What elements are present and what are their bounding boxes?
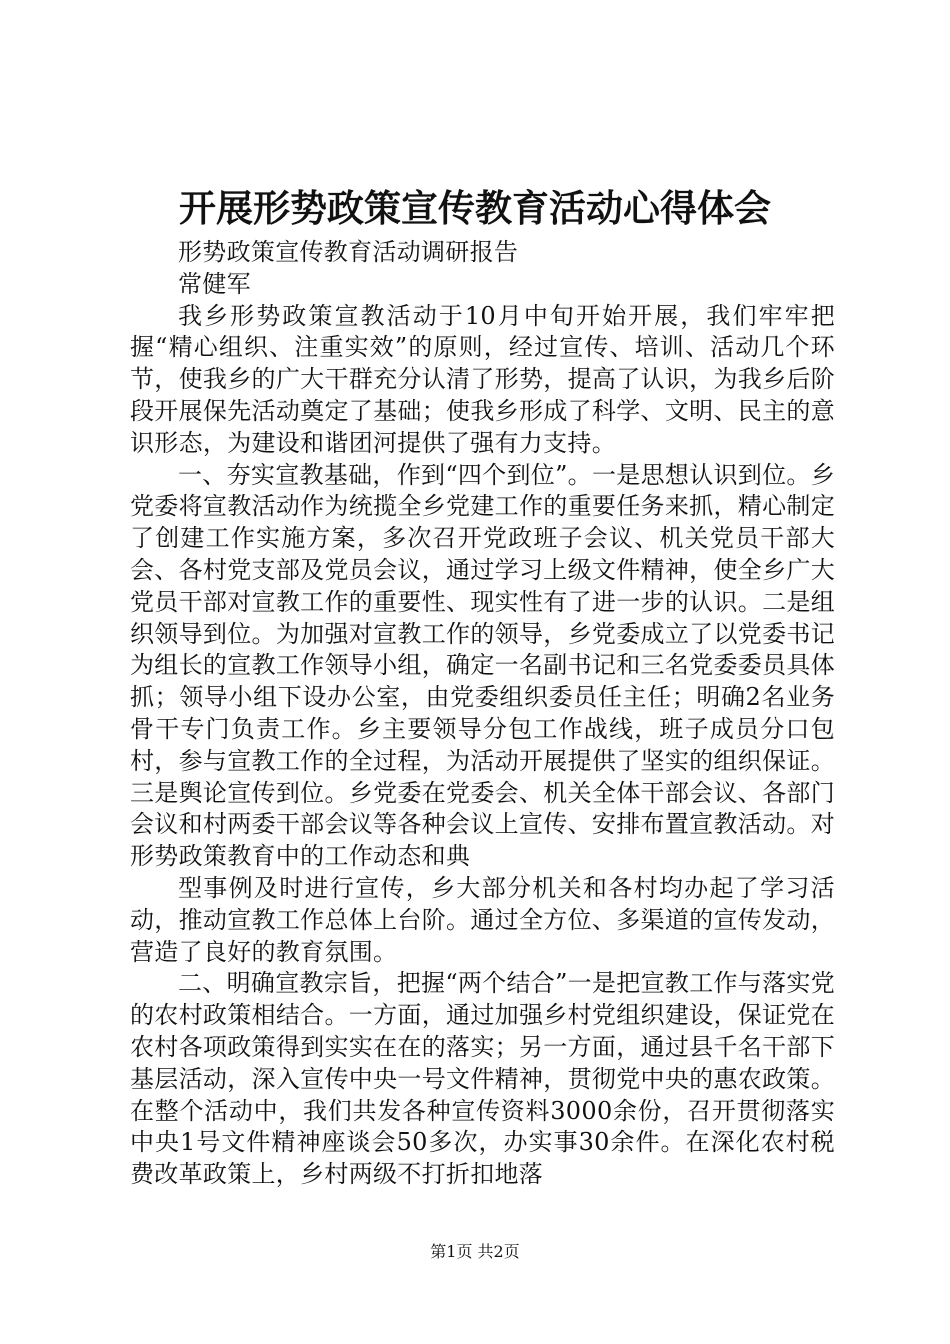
document-title: 开展形势政策宣传教育活动心得体会 bbox=[179, 186, 771, 230]
document-author: 常健军 bbox=[178, 269, 251, 298]
paragraph: 一、夯实宣教基础，作到“四个到位”。一是思想认识到位。乡党委将宣教活动作为统揽全乡党建工作的重要任务来抓，精心制定了创建工作实施方案，多次召开党政班子会议、机关党员干部大会、各村党支部及党员会议，通过学习上级文件精神，使全乡广大党员干部对宣教工作的重要性、现实性有了进一步的认识。二是组织领导到位。为加强对宣教工作的领导，乡党委成立了以党委书记为组长的宣教工作领导小组，确定一名副书记和三名党委委员具体抓；领导小组下设办公室，由党委组织委员任主任；明确2名业务骨干专门负责工作。乡主要领导分包工作战线，班子成员分口包村，参与宣教工作的全过程，为活动开展提供了坚实的组织保证。三是舆论宣传到位。乡党委在党委会、机关全体干部会议、各部门会议和村两委干部会议等各种会议上宣传、安排布置宣教活动。对形势政策教育中的工作动态和典 bbox=[130, 460, 835, 871]
paragraph: 我乡形势政策宣教活动于10月中旬开始开展，我们牢牢把握“精心组织、注重实效”的原则，经过宣传、培训、活动几个环节，使我乡的广大干群充分认清了形势，提高了认识，为我乡后阶段开展保先活动奠定了基础；使我乡形成了科学、文明、民主的意识形态，为建设和谐团河提供了强有力支持。 bbox=[130, 301, 835, 457]
paragraph: 二、明确宣教宗旨，把握“两个结合”一是把宣教工作与落实党的农村政策相结合。一方面，通过加强乡村党组织建设，保证党在农村各项政策得到实实在在的落实；另一方面，通过县千名干部下基层活动，深入宣传中央一号文件精神，贯彻党中央的惠农政策。在整个活动中，我们共发各种宣传资料3000余份，召开贯彻落实中央1号文件精神座谈会50多次，办实事30余件。在深化农村税费改革政策上，乡村两级不打折扣地落 bbox=[130, 969, 835, 1189]
document-body bbox=[130, 237, 835, 1191]
document-subtitle: 形势政策宣传教育活动调研报告 bbox=[178, 238, 519, 266]
paragraph: 型事例及时进行宣传，乡大部分机关和各村均办起了学习活动，推动宣教工作总体上台阶。通过全方位、多渠道的宣传发动，营造了良好的教育氛围。 bbox=[130, 873, 835, 966]
page-number: 第1页 共2页 bbox=[430, 1242, 520, 1261]
